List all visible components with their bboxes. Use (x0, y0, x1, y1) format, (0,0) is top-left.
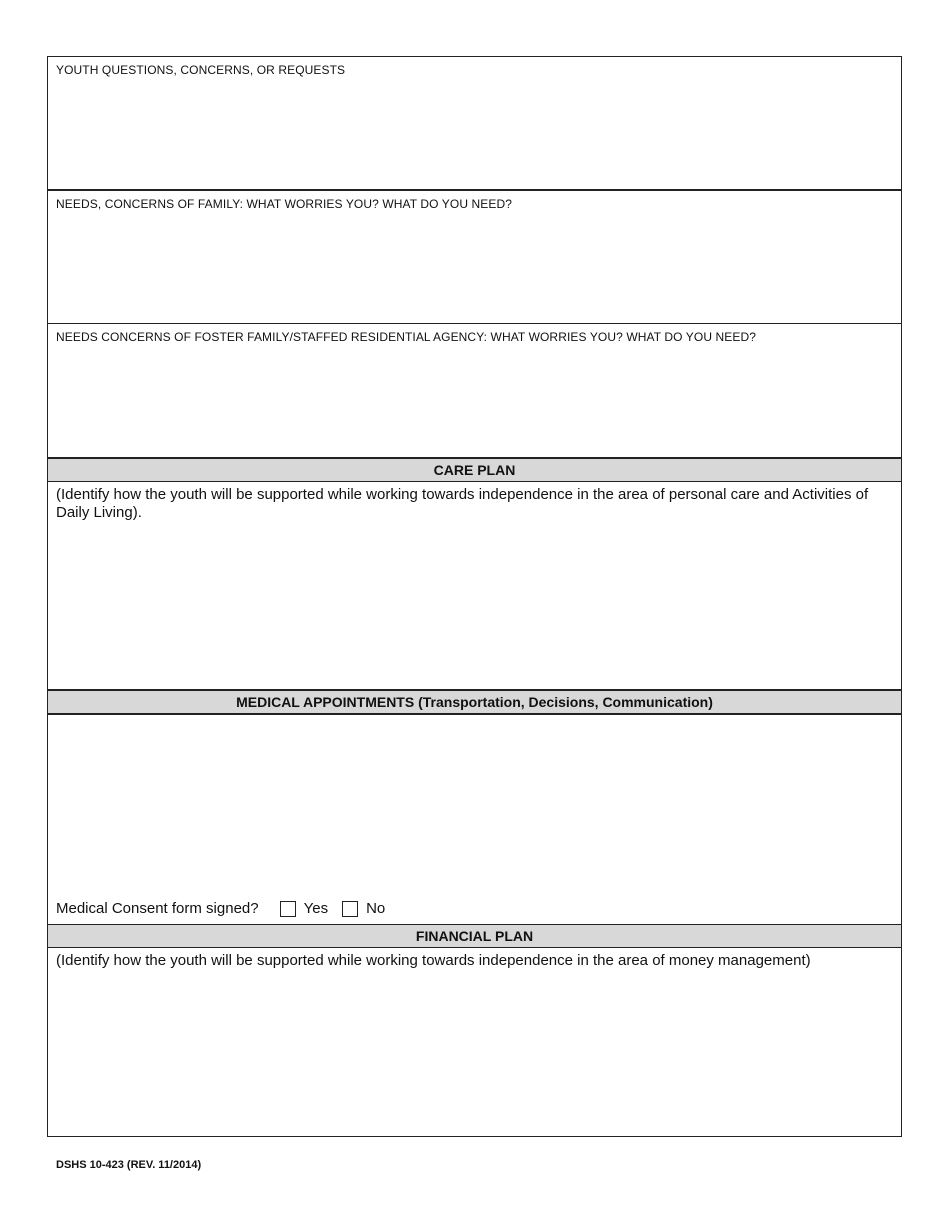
form-table (47, 56, 902, 1137)
foster-needs-label: NEEDS CONCERNS OF FOSTER FAMILY/STAFFED RESIDENTIAL AGENCY: WHAT WORRIES YOU? WHAT DO YOU NEED? (56, 330, 757, 344)
consent-yes-label: Yes (303, 900, 329, 917)
financial-plan-instruction: (Identify how the youth will be supported while working towards independence in the area of money management) (56, 952, 811, 969)
youth-questions-label: YOUTH QUESTIONS, CONCERNS, OR REQUESTS (56, 63, 346, 77)
financial-plan-header: FINANCIAL PLAN (48, 925, 901, 947)
medical-consent-row (56, 900, 385, 917)
financial-plan-field[interactable] (48, 948, 901, 1137)
consent-no-checkbox[interactable] (342, 901, 358, 917)
youth-questions-field[interactable] (48, 57, 901, 190)
care-plan-header: CARE PLAN (48, 459, 901, 481)
consent-yes-checkbox[interactable] (280, 901, 296, 917)
care-plan-instruction: (Identify how the youth will be supported while working towards independence in the area of personal care and Activities of Daily Living). (56, 486, 869, 521)
form-number: DSHS 10-423 (REV. 11/2014) (56, 1159, 202, 1171)
medical-consent-label: Medical Consent form signed? (56, 900, 259, 917)
medical-appointments-field[interactable] (48, 715, 901, 923)
medical-appointments-header: MEDICAL APPOINTMENTS (Transportation, Decisions, Communication) (48, 691, 901, 713)
family-needs-field[interactable] (48, 191, 901, 324)
consent-no-label: No (366, 900, 386, 917)
care-plan-field[interactable] (48, 482, 901, 689)
foster-needs-field[interactable] (48, 324, 901, 457)
family-needs-label: NEEDS, CONCERNS OF FAMILY: WHAT WORRIES YOU? WHAT DO YOU NEED? (56, 197, 513, 211)
